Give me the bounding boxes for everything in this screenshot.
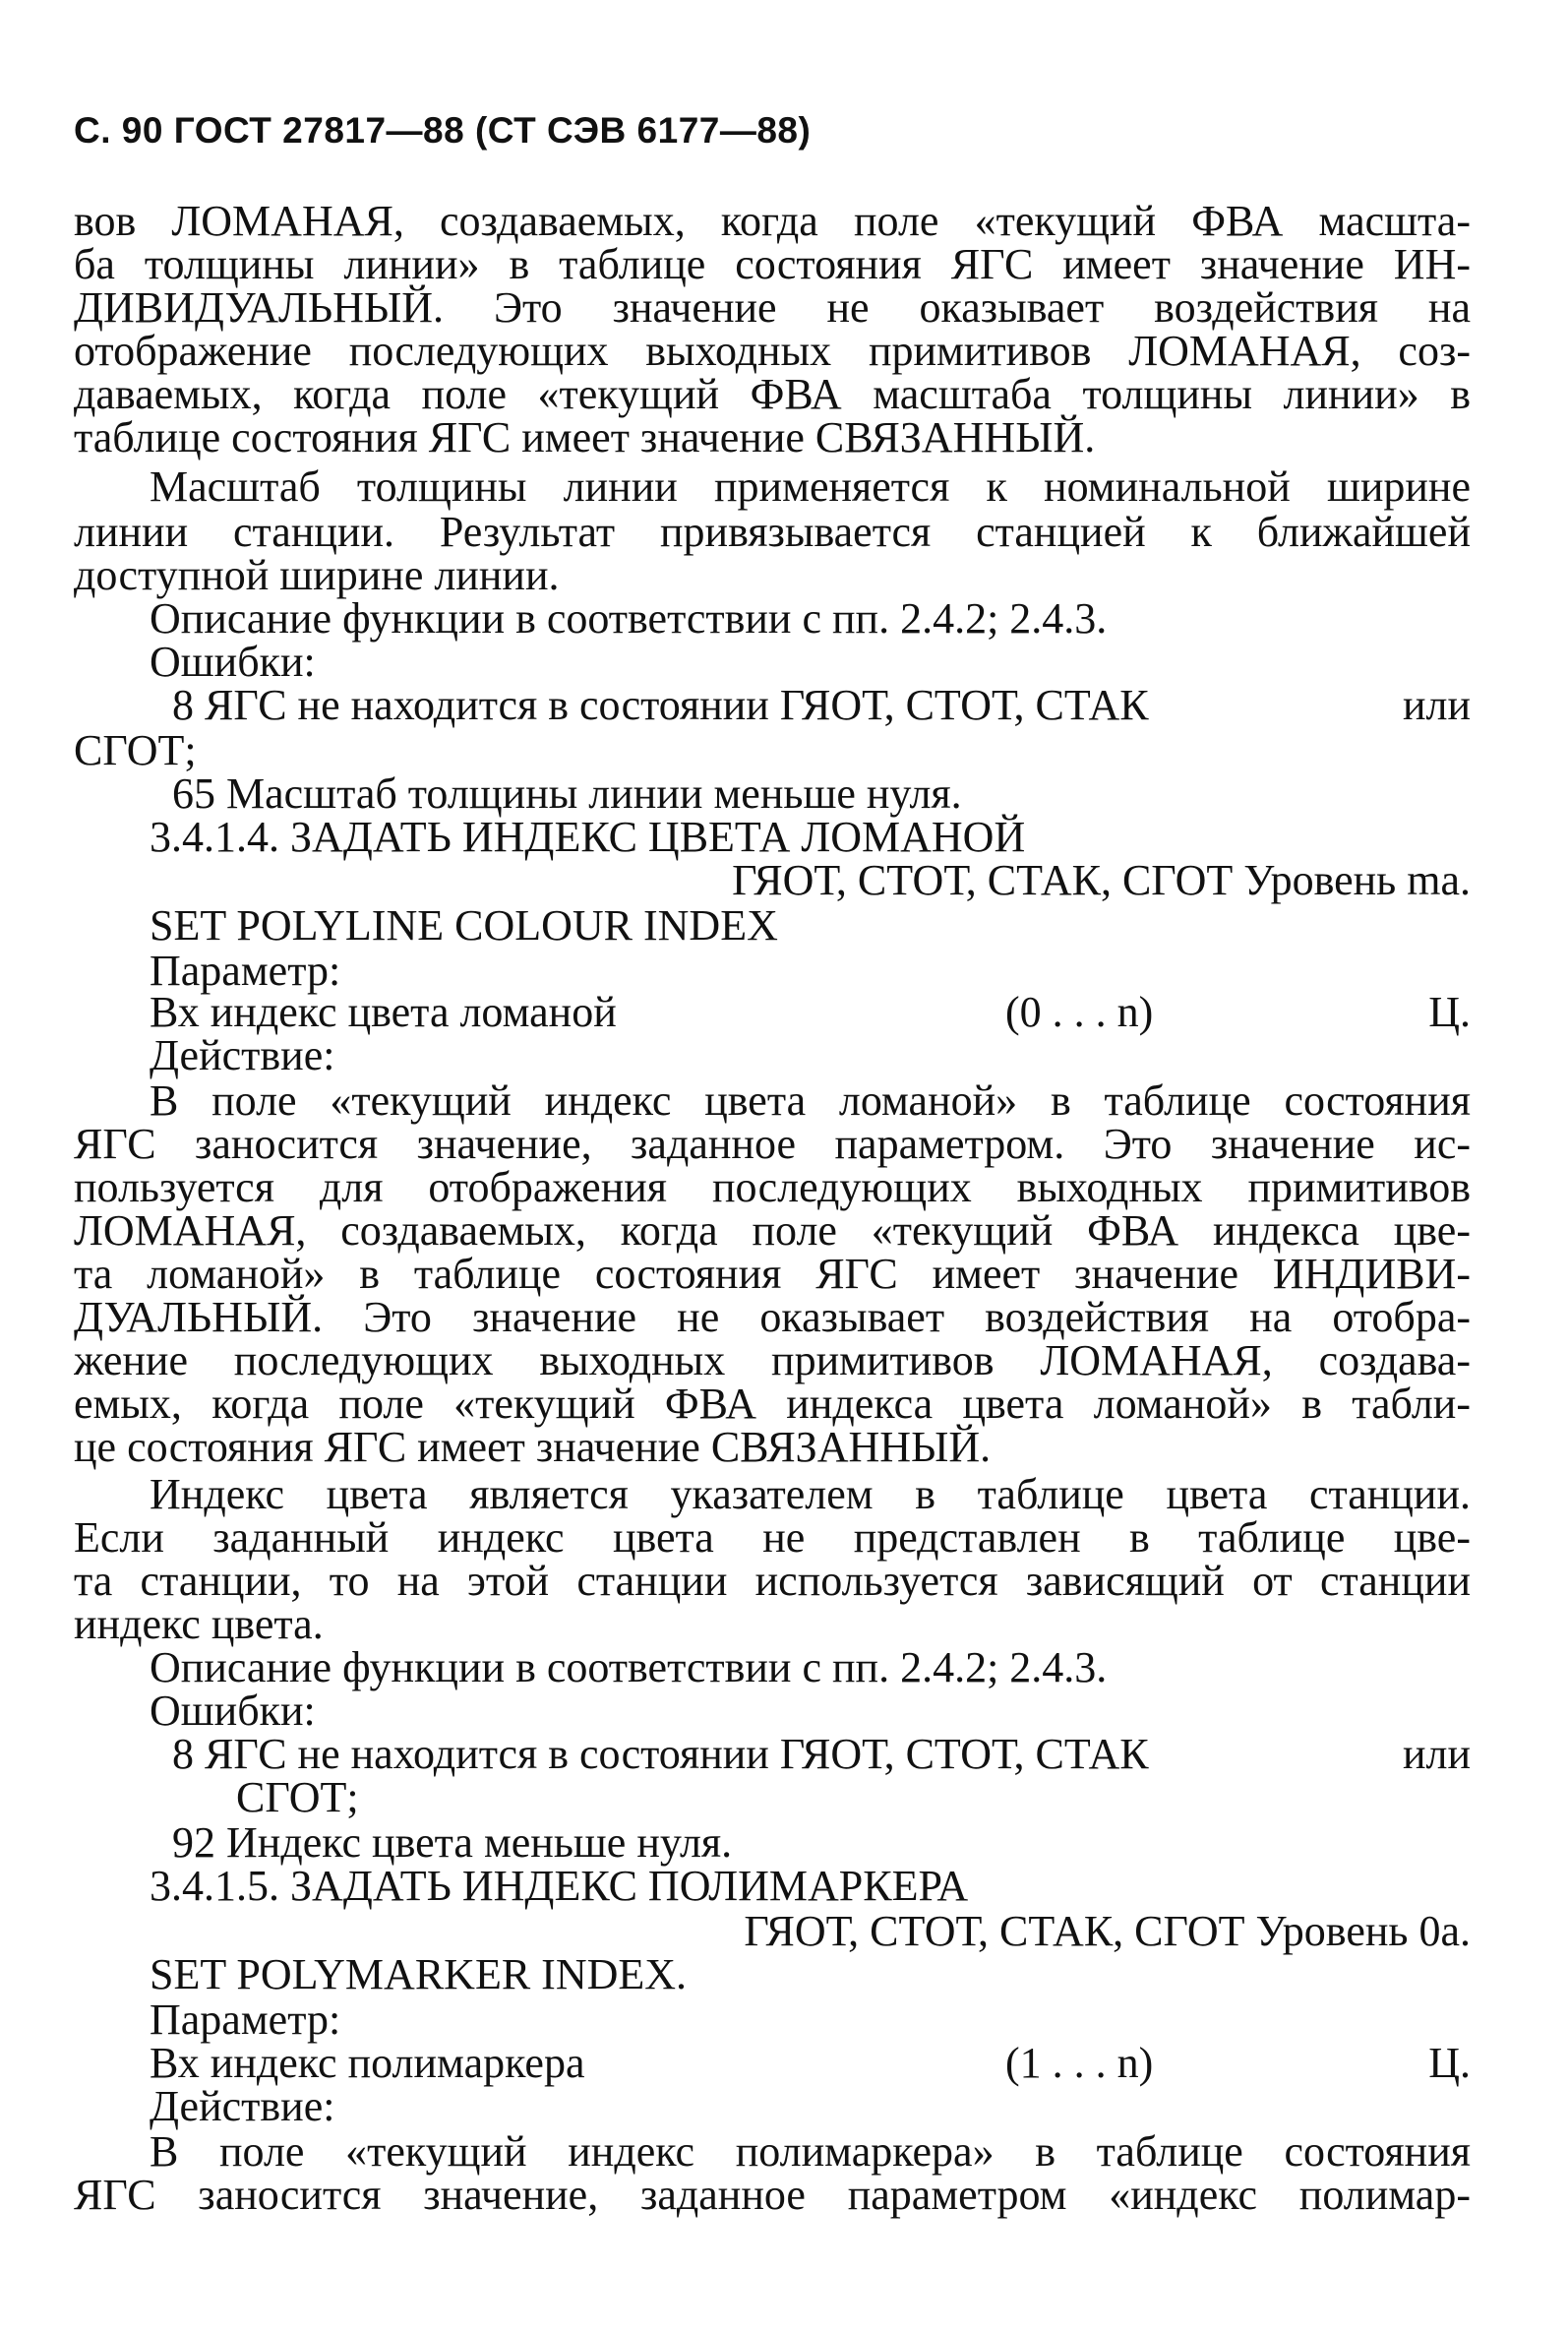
text-line: ДУАЛЬНЫЙ. Это значение не оказывает воздействия на отобра- (74, 1293, 1471, 1341)
error-tail: или (1402, 1730, 1471, 1778)
text-line: Параметр: (150, 947, 341, 995)
text-line: та станции, то на этой станции используется зависящий от станции (74, 1557, 1471, 1605)
param-row (150, 2039, 1471, 2088)
section-heading: 3.4.1.4. ЗАДАТЬ ИНДЕКС ЦВЕТА ЛОМАНОЙ (150, 813, 1026, 861)
section-level: ГЯОТ, СТОТ, СТАК, СГОТ Уровень mа. (732, 856, 1471, 904)
text-line: та ломаной» в таблице состояния ЯГС имеет значение ИНДИВИ- (74, 1250, 1471, 1298)
text-line: Параметр: (150, 1995, 341, 2044)
text-line: вов ЛОМАНАЯ, создаваемых, когда поле «текущий ФВА масшта- (74, 197, 1471, 245)
text-line: Действие: (150, 2082, 335, 2130)
param-name: Вх индекс цвета ломаной (150, 988, 617, 1036)
param-type: Ц. (1428, 2039, 1471, 2087)
text-line: Масштаб толщины линии применяется к номинальной ширине (150, 462, 1471, 511)
param-name: Вх индекс полимаркера (150, 2039, 585, 2087)
error-text: 8 ЯГС не находится в состоянии ГЯОТ, СТОТ, СТАК (172, 1730, 1149, 1778)
text-line: отображение последующих выходных примитивов ЛОМАНАЯ, соз- (74, 327, 1471, 375)
param-range: (0 . . . n) (1005, 988, 1154, 1036)
param-range: (1 . . . n) (1005, 2039, 1154, 2087)
error-line (172, 1730, 1471, 1779)
text-line: СГОТ; (74, 726, 197, 774)
text-line: Индекс цвета является указателем в таблице цвета станции. (150, 1470, 1471, 1518)
text-line: Описание функции в соответствии с пп. 2.4.2; 2.4.3. (150, 1643, 1108, 1691)
text-line: Если заданный индекс цвета не представлен в таблице цве- (74, 1513, 1471, 1562)
text-line: 65 Масштаб толщины линии меньше нуля. (172, 769, 962, 818)
text-line: В поле «текущий индекс полимаркера» в таблице состояния (150, 2127, 1471, 2176)
section-heading: 3.4.1.5. ЗАДАТЬ ИНДЕКС ПОЛИМАРКЕРА (150, 1862, 969, 1910)
text-line: ДИВИДУАЛЬНЫЙ. Это значение не оказывает воздействия на (74, 283, 1471, 332)
text-line: СГОТ; (236, 1773, 359, 1821)
text-line: пользуется для отображения последующих выходных примитивов (74, 1163, 1471, 1211)
page-header: С. 90 ГОСТ 27817—88 (СТ СЭВ 6177—88) (74, 110, 812, 151)
section-level: ГЯОТ, СТОТ, СТАК, СГОТ Уровень 0а. (744, 1907, 1471, 1955)
text-line: Описание функции в соответствии с пп. 2.4.2; 2.4.3. (150, 594, 1108, 643)
text-line: индекс цвета. (74, 1600, 324, 1648)
param-type: Ц. (1428, 988, 1471, 1036)
text-line: 92 Индекс цвета меньше нуля. (172, 1818, 733, 1867)
text-line: ЯГС заносится значение, заданное параметром. Это значение ис- (74, 1120, 1471, 1168)
error-text: 8 ЯГС не находится в состоянии ГЯОТ, СТОТ, СТАК (172, 681, 1149, 729)
error-line (172, 681, 1471, 730)
text-line: ба толщины линии» в таблице состояния ЯГС имеет значение ИН- (74, 240, 1471, 288)
text-line: В поле «текущий индекс цвета ломаной» в таблице состояния (150, 1076, 1471, 1125)
function-name: SET POLYMARKER INDEX. (150, 1950, 688, 1998)
param-row (150, 988, 1471, 1037)
text-line: Действие: (150, 1031, 335, 1079)
function-name: SET POLYLINE COLOUR INDEX (150, 901, 778, 950)
text-line: Ошибки: (150, 1687, 316, 1735)
text-line: даваемых, когда поле «текущий ФВА масштаба толщины линии» в (74, 370, 1471, 418)
text-line: ЛОМАНАЯ, создаваемых, когда поле «текущий ФВА индекса цве- (74, 1206, 1471, 1255)
text-line: таблице состояния ЯГС имеет значение СВЯЗАННЫЙ. (74, 413, 1096, 461)
text-line: доступной ширине линии. (74, 551, 560, 599)
text-line: ЯГС заносится значение, заданное параметром «индекс полимар- (74, 2171, 1471, 2219)
text-line: линии станции. Результат привязывается станцией к ближайшей (74, 508, 1471, 556)
text-line: жение последующих выходных примитивов ЛОМАНАЯ, создава- (74, 1336, 1471, 1384)
text-line: емых, когда поле «текущий ФВА индекса цвета ломаной» в табли- (74, 1380, 1471, 1428)
text-line: Ошибки: (150, 638, 316, 686)
error-tail: или (1402, 681, 1471, 729)
text-line: це состояния ЯГС имеет значение СВЯЗАННЫЙ. (74, 1423, 992, 1471)
